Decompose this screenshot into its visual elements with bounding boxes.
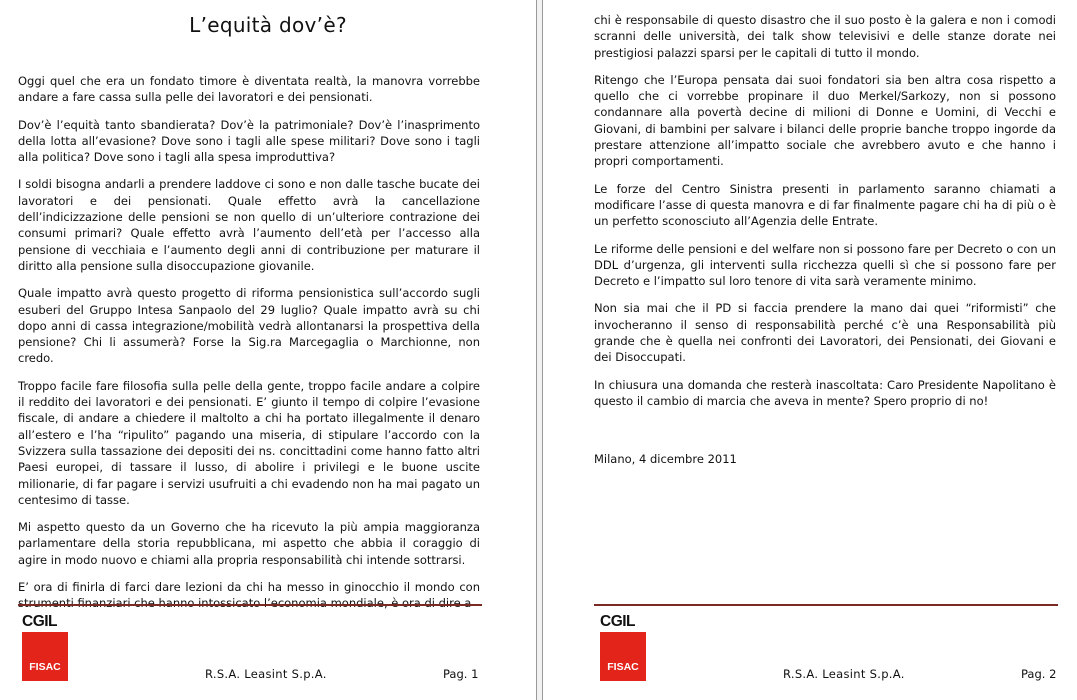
page-title: L’equità dov’è?	[189, 13, 347, 37]
paragraph: E’ ora di finirla di farci dare lezioni da chi ha messo in ginocchio il mondo con	[18, 580, 480, 595]
logo-fisac-text: FISAC	[29, 661, 61, 673]
paragraph: Quale impatto avrà questo progetto di riforma pensionistica sull’accordo sugli esuberi del Gruppo Intesa Sanpaolo del 29 luglio? Quale impatto avrà su chi dopo anni di cassa integrazione/mobilità vedrà allontanarsi la prospettiva della pensione? Chi li assumerà? Forse la Sig.ra Marcegaglia o Marchionne, non credo.	[18, 286, 480, 366]
document-page-1	[0, 0, 536, 700]
page-number: Pag. 2	[1021, 667, 1057, 681]
paragraph: In chiusura una domanda che resterà inascoltata: Caro Presidente Napolitano è questo il cambio di marcia che aveva in mente? Spero proprio di no!	[594, 377, 1056, 408]
logo-red-box	[22, 632, 68, 681]
logo-cgil-text: CGIL	[22, 613, 58, 630]
paragraph: Oggi quel che era un fondato timore è diventata realtà, la manovra vorrebbe andare a fare cassa sulla pelle dei lavoratori e dei pensionati.	[18, 74, 480, 105]
page-number: Pag. 1	[443, 667, 479, 681]
cgil-fisac-logo	[600, 613, 648, 681]
footer-divider	[18, 604, 482, 606]
logo-cgil-text: CGIL	[600, 613, 636, 630]
page-separator	[536, 0, 543, 700]
footer-company: R.S.A. Leasint S.p.A.	[205, 667, 327, 681]
paragraph: Le riforme delle pensioni e del welfare non si possono fare per Decreto o con un DDL d’urgenza, gli interventi sulla ricchezza quelli sì che si possono fare per Decreto e l’impatto sul loro tenore di vita sarà veramente minimo.	[594, 241, 1056, 289]
cgil-fisac-logo	[22, 613, 70, 681]
footer-company: R.S.A. Leasint S.p.A.	[783, 667, 905, 681]
paragraph: I soldi bisogna andarli a prendere laddove ci sono e non dalle tasche bucate dei lavoratori e dei pensionati. Quale effetto avrà la cancellazione dell’indicizzazione delle pensioni se non quello di un’ulteriore contrazione dei consumi primari? Quale effetto avrà l’aumento dell’età per l’accesso alla pensione di vecchiaia e l’aumento degli anni di contribuzione per maturare il diritto alla pensione sulla disoccupazione giovanile.	[18, 177, 480, 273]
paragraph: Ritengo che l’Europa pensata dai suoi fondatori sia ben altra cosa rispetto a quello che ci vorrebbe propinare il duo Merkel/Sarkozy, non si possono condannare alla povertà decine di milioni di Donne e Uomini, di Vecchi e Giovani, di bambini per salvare i bilanci delle proprie banche troppo ingorde da prestare attenzione all’impatto sociale che avrebbero avuto e che hanno i propri comportamenti.	[594, 72, 1056, 169]
paragraph: chi è responsabile di questo disastro che il suo posto è la galera e non i comodi scranni delle università, dei talk show televisivi e delle stanze dorate nei prestigiosi palazzi sparsi per le capitali di tutto il mondo.	[594, 13, 1056, 60]
paragraph: Le forze del Centro Sinistra presenti in parlamento saranno chiamati a modificare l’asse di questa manovra e di far finalmente pagare chi ha di più o è un perfetto sconosciuto all’Agenzia delle Entrate.	[594, 181, 1056, 229]
document-page-2	[543, 0, 1077, 700]
paragraph: Dov’è l’equità tanto sbandierata? Dov’è la patrimoniale? Dov’è l’inasprimento della lotta all’evasione? Dove sono i tagli alle spese militari? Dove sono i tagli alla politica? Dove sono i tagli alla spesa improduttiva?	[18, 117, 480, 165]
page-1-body	[18, 73, 480, 623]
logo-red-box	[600, 632, 646, 681]
page-2-body	[594, 12, 1056, 479]
logo-fisac-text: FISAC	[607, 661, 639, 673]
footer-divider	[594, 604, 1058, 606]
signature-date: Milano, 4 dicembre 2011	[594, 452, 737, 467]
paragraph: Non sia mai che il PD si faccia prendere la mano dai quei “riformisti” che invocheranno il senso di responsabilità perché c’è una Responsabilità più grande che è quella nei confronti dei Lavoratori, dei Pensionati, dei Giovani e dei Disoccupati.	[594, 301, 1056, 365]
paragraph: Mi aspetto questo da un Governo che ha ricevuto la più ampia maggioranza parlamentare della storia repubblicana, mi aspetto che abbia il coraggio di agire in modo nuovo e chiami alla propria responsabilità chi intende sottrarsi.	[18, 520, 480, 567]
paragraph: Troppo facile fare filosofia sulla pelle della gente, troppo facile andare a colpire il reddito dei lavoratori e dei pensionati. E’ giunto il tempo di colpire l’evasione fiscale, di andare a chiedere il maltolto a chi ha portato illegalmente il denaro all’estero e l’ha “ripulito” pagando una miseria, di stipulare l’accordo con la Svizzera sulla tassazione dei depositi dei ns. concittadini come hanno fatto altri Paesi europei, di tassare il lusso, di abolire i privilegi e le buone uscite milionarie, di far pagare i servizi usufruiti a chi evadendo non ha mai pagato un centesimo di tasse.	[18, 378, 480, 507]
